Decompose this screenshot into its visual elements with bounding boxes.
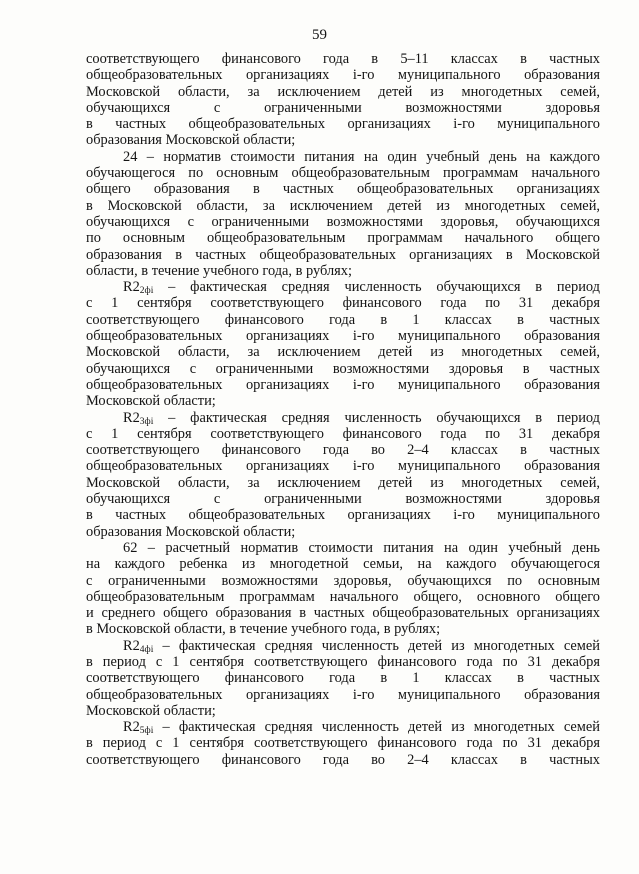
- text-line: образования в частных общеобразовательных организациях в Московской: [86, 246, 600, 263]
- text-line: [86, 279, 600, 295]
- line-text: – фактическая средняя численность детей из многодетных семей: [153, 637, 600, 654]
- paragraph: [86, 279, 600, 409]
- variable-symbol: R2: [123, 637, 140, 654]
- text-line: 24 – норматив стоимости питания на один учебный день на каждого: [123, 148, 600, 165]
- variable-symbol: R2: [123, 719, 140, 736]
- text-line: 62 – расчетный норматив стоимости питания на один учебный день: [123, 539, 600, 556]
- text-line: образования Московской области;: [86, 523, 296, 540]
- page-number: 59: [312, 27, 327, 43]
- variable-subscript: 5фi: [139, 726, 154, 737]
- text-line: общеобразовательных организациях i-го муниципального образования: [86, 458, 600, 475]
- text-line: Московской области, за исключением детей из многодетных семей,: [86, 83, 600, 100]
- document-body: [86, 51, 600, 768]
- text-line: [86, 719, 600, 735]
- text-line: общеобразовательных организациях i-го муниципального образования: [86, 376, 600, 393]
- text-line: Московской области, за исключением детей из многодетных семей,: [86, 474, 600, 491]
- text-line: общего образования в частных общеобразовательных организациях: [86, 181, 600, 198]
- text-line: в Московской области, за исключением детей из многодетных семей,: [86, 197, 600, 214]
- text-line: в Московской области, в течение учебного года, в рублях;: [86, 621, 441, 638]
- text-line: обучающегося по основным общеобразовательным программам начального: [86, 165, 600, 182]
- text-line: общеобразовательных организациях i-го муниципального образования: [86, 686, 600, 703]
- paragraph: [86, 638, 600, 719]
- text-line: с 1 сентября соответствующего финансового года по 31 декабря: [86, 425, 600, 442]
- text-line: соответствующего финансового года в 1 классах в частных: [86, 670, 600, 687]
- text-line: в частных общеобразовательных организациях i-го муниципального: [86, 116, 600, 133]
- variable-subscript: 3фi: [139, 416, 154, 427]
- text-line: с ограниченными возможностями здоровья, обучающихся по основным: [86, 572, 600, 589]
- text-line: соответствующего финансового года во 2–4 классах в частных: [86, 442, 600, 459]
- variable-subscript: 4фi: [139, 644, 154, 655]
- text-line: и среднего общего образования в частных общеобразовательных организациях: [86, 605, 600, 622]
- paragraph: [86, 410, 600, 540]
- text-line: [86, 638, 600, 654]
- paragraph: [86, 149, 600, 279]
- text-line: области, в течение учебного года, в рублях;: [86, 262, 352, 279]
- line-text: – фактическая средняя численность обучающихся в период: [153, 279, 600, 296]
- text-line: образования Московской области;: [86, 132, 296, 149]
- text-line: по основным общеобразовательным программам начального общего: [86, 230, 600, 247]
- text-line: [86, 410, 600, 426]
- text-line: общеобразовательных организациях i-го муниципального образования: [86, 328, 600, 345]
- text-line: обучающихся с ограниченными возможностями здоровья в частных: [86, 360, 600, 377]
- text-line: общеобразовательных организациях i-го муниципального образования: [86, 67, 600, 84]
- line-text: – фактическая средняя численность детей из многодетных семей: [153, 719, 600, 736]
- variable-subscript: 2фi: [139, 286, 154, 297]
- variable-symbol: R2: [123, 279, 140, 296]
- text-line: обучающихся с ограниченными возможностями здоровья, обучающихся: [86, 213, 600, 230]
- text-line: соответствующего финансового года во 2–4 классах в частных: [86, 751, 600, 768]
- text-line: соответствующего финансового года в 5–11 классах в частных: [86, 51, 600, 67]
- text-line: общеобразовательным программам начального общего, основного общего: [86, 588, 600, 605]
- text-line: на каждого ребенка из многодетной семьи, на каждого обучающегося: [86, 556, 600, 573]
- text-line: обучающихся с ограниченными возможностями здоровья: [86, 99, 600, 116]
- text-line: Московской области, за исключением детей из многодетных семей,: [86, 344, 600, 361]
- text-line: Московской области;: [86, 393, 216, 410]
- text-line: Московской области;: [86, 702, 216, 719]
- line-text: – фактическая средняя численность обучающихся в период: [153, 409, 600, 426]
- paragraph: [86, 540, 600, 638]
- text-line: в частных общеобразовательных организациях i-го муниципального: [86, 507, 600, 524]
- text-line: соответствующего финансового года в 1 классах в частных: [86, 311, 600, 328]
- text-line: в период с 1 сентября соответствующего финансового года по 31 декабря: [86, 653, 600, 670]
- text-line: обучающихся с ограниченными возможностями здоровья: [86, 491, 600, 508]
- text-line: с 1 сентября соответствующего финансового года по 31 декабря: [86, 295, 600, 312]
- text-line: в период с 1 сентября соответствующего финансового года по 31 декабря: [86, 735, 600, 752]
- variable-symbol: R2: [123, 409, 140, 426]
- paragraph: [86, 719, 600, 768]
- paragraph: [86, 51, 600, 149]
